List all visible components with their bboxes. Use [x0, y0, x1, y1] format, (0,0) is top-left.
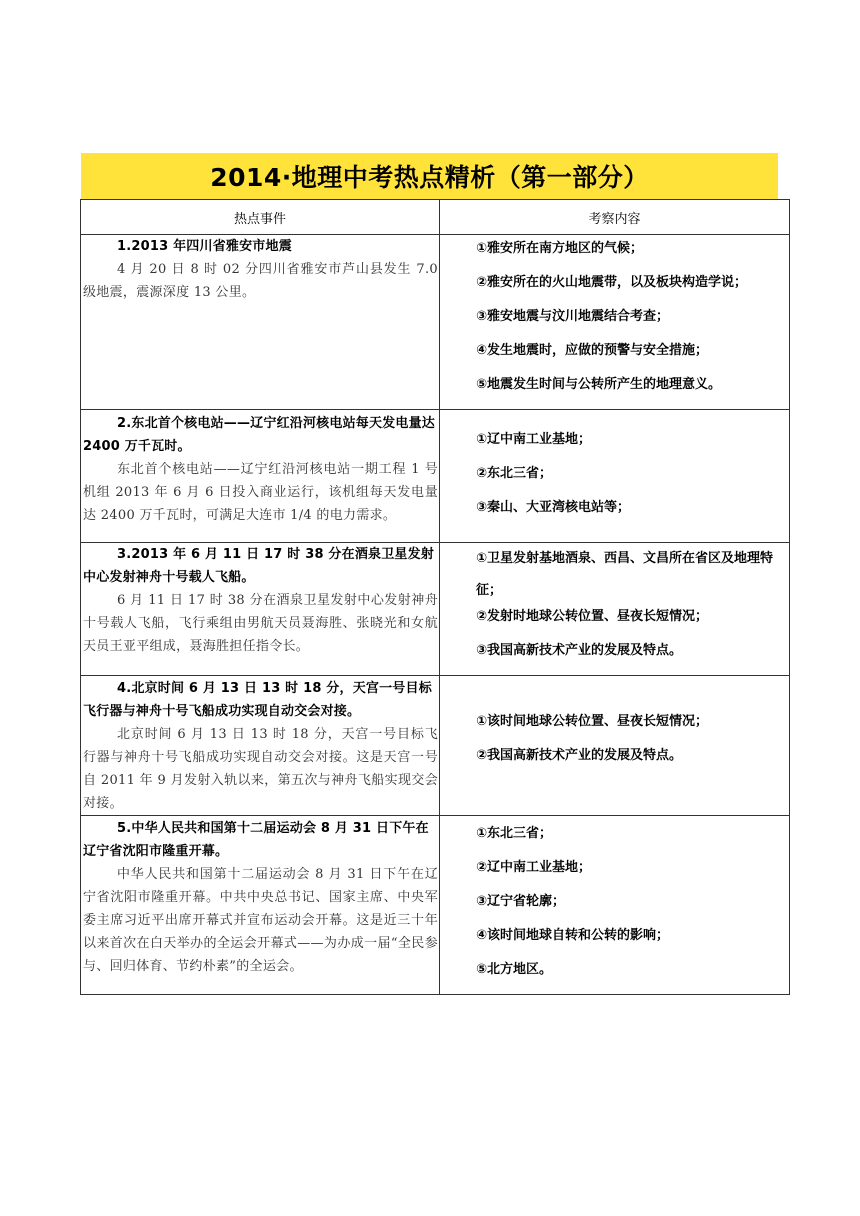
- event-body: 东北首个核电站——辽宁红沿河核电站一期工程 1 号机组 2013 年 6 月 6 日投入商业运行，该机组每天发电量达 2400 万千瓦时，可满足大连市 1/4 的电力需求。: [83, 462, 438, 523]
- event-title: 2.东北首个核电站——辽宁红沿河核电站每天发电量达 2400 万千瓦时。: [83, 416, 435, 454]
- event-body: 北京时间 6 月 13 日 13 时 18 分，天宫一号目标飞行器与神舟十号飞船成功实现自动交会对接。这是天宫一号自 2011 年 9 月发射入轨以来，第五次与神舟飞船实现交会对接。: [83, 727, 438, 811]
- exam-cell: [440, 676, 790, 816]
- exam-cell: [440, 816, 790, 995]
- event-title: 1.2013 年四川省雅安市地震: [117, 239, 292, 254]
- table-row: [81, 816, 790, 995]
- exam-item: ①卫星发射基地酒泉、西昌、文昌所在省区及地理特征；: [476, 551, 774, 598]
- exam-item: ④该时间地球自转和公转的影响；: [476, 928, 670, 943]
- exam-item: ①雅安所在南方地区的气候；: [476, 241, 644, 256]
- exam-item: ②辽中南工业基地；: [476, 860, 592, 875]
- event-body: 4 月 20 日 8 时 02 分四川省雅安市芦山县发生 7.0 级地震，震源深度 13 公里。: [83, 262, 438, 300]
- event-cell: [81, 816, 440, 995]
- exam-item: ⑤北方地区。: [476, 962, 553, 977]
- exam-item: ②东北三省；: [476, 466, 553, 481]
- title-banner: [81, 153, 778, 199]
- page-title: 2014·地理中考热点精析（第一部分）: [210, 163, 649, 192]
- exam-item: ①东北三省；: [476, 826, 553, 841]
- exam-item: ②我国高新技术产业的发展及特点。: [476, 748, 683, 763]
- exam-item: ①辽中南工业基地；: [476, 432, 592, 447]
- table-row: [81, 235, 790, 410]
- event-body: 中华人民共和国第十二届运动会 8 月 31 日下午在辽宁省沈阳市隆重开幕。中共中央总书记、国家主席、中央军委主席习近平出席开幕式并宣布运动会开幕。这是近三十年以来首次在白天举办的全运会开幕式——为办成一届“全民参与、回归体育、节约朴素”的全运会。: [83, 867, 438, 974]
- table-row: [81, 410, 790, 543]
- table-row: [81, 676, 790, 816]
- exam-item: ③辽宁省轮廓；: [476, 894, 566, 909]
- exam-item: ③秦山、大亚湾核电站等；: [476, 500, 631, 515]
- exam-cell: [440, 543, 790, 676]
- exam-cell: [440, 410, 790, 543]
- exam-item: ③雅安地震与汶川地震结合考查；: [476, 309, 670, 324]
- event-cell: [81, 410, 440, 543]
- table-header-row: [81, 200, 790, 235]
- exam-item: ⑤地震发生时间与公转所产生的地理意义。: [476, 377, 722, 392]
- exam-item: ②雅安所在的火山地震带，以及板块构造学说；: [476, 275, 748, 290]
- event-title: 3.2013 年 6 月 11 日 17 时 38 分在酒泉卫星发射中心发射神舟十号载人飞船。: [83, 547, 435, 585]
- event-cell: [81, 676, 440, 816]
- table-row: [81, 543, 790, 676]
- event-cell: [81, 543, 440, 676]
- column-header-events: 热点事件: [81, 200, 440, 235]
- column-header-exam: 考察内容: [440, 200, 790, 235]
- event-cell: [81, 235, 440, 410]
- exam-item: ②发射时地球公转位置、昼夜长短情况；: [476, 609, 709, 624]
- hot-topics-table: [80, 199, 790, 995]
- exam-cell: [440, 235, 790, 410]
- exam-item: ④发生地震时，应做的预警与安全措施；: [476, 343, 709, 358]
- exam-item: ③我国高新技术产业的发展及特点。: [476, 643, 683, 658]
- event-body: 6 月 11 日 17 时 38 分在酒泉卫星发射中心发射神舟十号载人飞船，飞行乘组由男航天员聂海胜、张晓光和女航天员王亚平组成，聂海胜担任指令长。: [83, 593, 438, 654]
- event-title: 4.北京时间 6 月 13 日 13 时 18 分，天宫一号目标飞行器与神舟十号飞船成功实现自动交会对接。: [83, 681, 432, 719]
- event-title: 5.中华人民共和国第十二届运动会 8 月 31 日下午在辽宁省沈阳市隆重开幕。: [83, 821, 429, 859]
- exam-item: ①该时间地球公转位置、昼夜长短情况；: [476, 714, 709, 729]
